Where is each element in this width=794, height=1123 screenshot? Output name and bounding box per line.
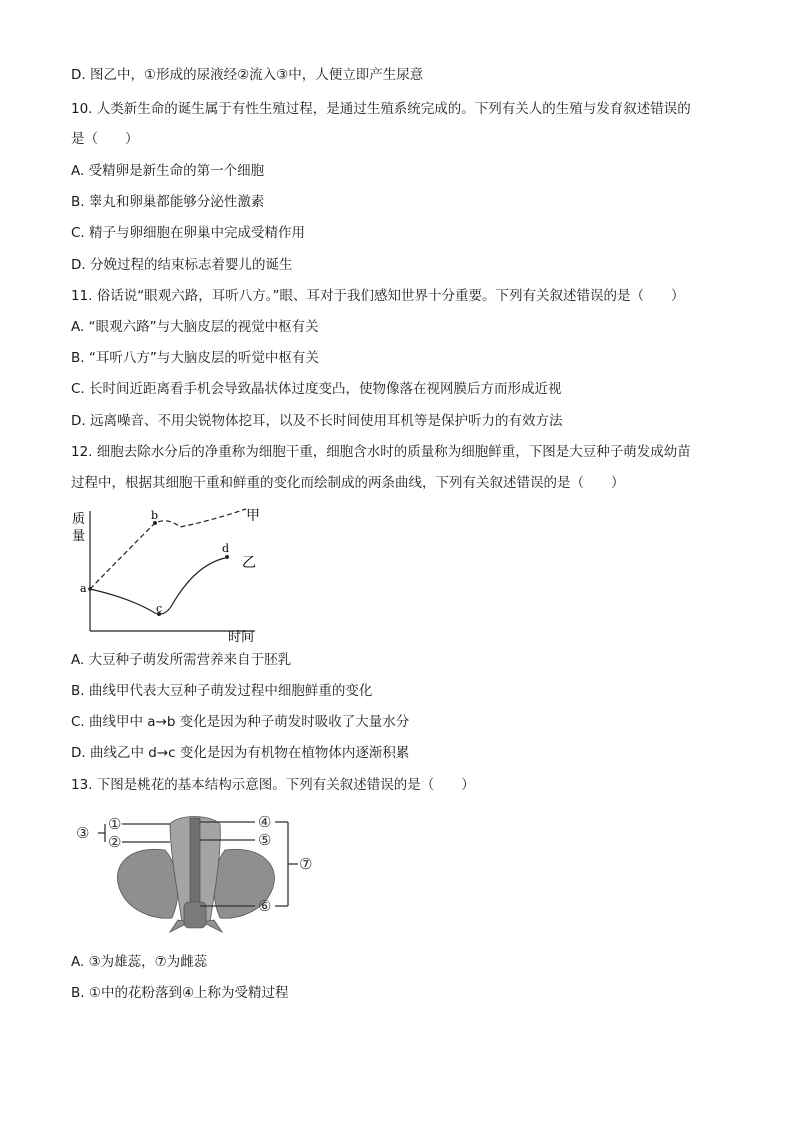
point-b-label: b: [151, 509, 159, 522]
q10-option-c: C. 精子与卵细胞在卵巢中完成受精作用: [71, 225, 306, 241]
q13-option-b: B. ①中的花粉落到④上称为受精过程: [71, 985, 289, 1001]
curve-dry-weight-label: 乙: [242, 555, 256, 571]
label-4: ④: [258, 813, 272, 831]
point-d-dot: [225, 555, 229, 559]
q12-mass-time-graph: [70, 503, 270, 643]
curve-fresh-weight-label: 甲: [246, 508, 260, 524]
q9-option-d: D. 图乙中，①形成的尿液经②流入③中，人便立即产生尿意: [71, 67, 424, 83]
y-axis-label-top: 质: [72, 512, 86, 527]
label-7: ⑦: [299, 855, 313, 873]
label-1: ①: [108, 815, 122, 833]
q10-stem-line2: 是（ ）: [71, 131, 139, 147]
q11-option-a: A. “眼观六路”与大脑皮层的视觉中枢有关: [71, 319, 319, 335]
point-d-label: d: [222, 542, 230, 555]
q10-option-d: D. 分娩过程的结束标志着婴儿的诞生: [71, 257, 293, 273]
q11-stem: 11. 俗话说“眼观六路，耳听八方。”眼、耳对于我们感知世界十分重要。下列有关叙述错误的是（ ）: [71, 288, 685, 304]
q13-peach-flower-diagram: [70, 810, 320, 938]
q12-stem-line2: 过程中，根据其细胞干重和鲜重的变化而绘制成的两条曲线，下列有关叙述错误的是（ ）: [71, 475, 625, 491]
point-a-label: a: [80, 582, 87, 595]
q10-option-b: B. 睾丸和卵巢都能够分泌性激素: [71, 194, 265, 210]
q13-option-a: A. ③为雄蕊，⑦为雌蕊: [71, 954, 208, 970]
q11-option-b: B. “耳听八方”与大脑皮层的听觉中枢有关: [71, 350, 319, 366]
y-axis-label-bottom: 量: [72, 529, 86, 544]
point-c-label: c: [156, 602, 163, 615]
label-5: ⑤: [258, 831, 272, 849]
q12-option-b: B. 曲线甲代表大豆种子萌发过程中细胞鲜重的变化: [71, 683, 373, 699]
q10-stem-line1: 10. 人类新生命的诞生属于有性生殖过程，是通过生殖系统完成的。下列有关人的生殖与发育叙述错误的: [71, 101, 691, 117]
x-axis-label: 时间: [228, 630, 255, 643]
q11-option-d: D. 远离噪音、不用尖锐物体挖耳，以及不长时间使用耳机等是保护听力的有效方法: [71, 413, 563, 429]
q12-option-d: D. 曲线乙中 d→c 变化是因为有机物在植物体内逐渐积累: [71, 745, 410, 761]
q12-stem-line1: 12. 细胞去除水分后的净重称为细胞干重，细胞含水时的质量称为细胞鲜重，下图是大豆种子萌发成幼苗: [71, 444, 691, 460]
point-a-dot: [88, 587, 92, 591]
q10-option-a: A. 受精卵是新生命的第一个细胞: [71, 163, 265, 179]
q12-option-c: C. 曲线甲中 a→b 变化是因为种子萌发时吸收了大量水分: [71, 714, 410, 730]
label-2: ②: [108, 833, 122, 851]
q11-option-c: C. 长时间近距离看手机会导致晶状体过度变凸，使物像落在视网膜后方而形成近视: [71, 381, 562, 397]
q13-stem: 13. 下图是桃花的基本结构示意图。下列有关叙述错误的是（ ）: [71, 777, 475, 793]
label-6: ⑥: [258, 897, 272, 915]
q12-option-a: A. 大豆种子萌发所需营养来自于胚乳: [71, 652, 292, 668]
label-3: ③: [76, 824, 90, 842]
